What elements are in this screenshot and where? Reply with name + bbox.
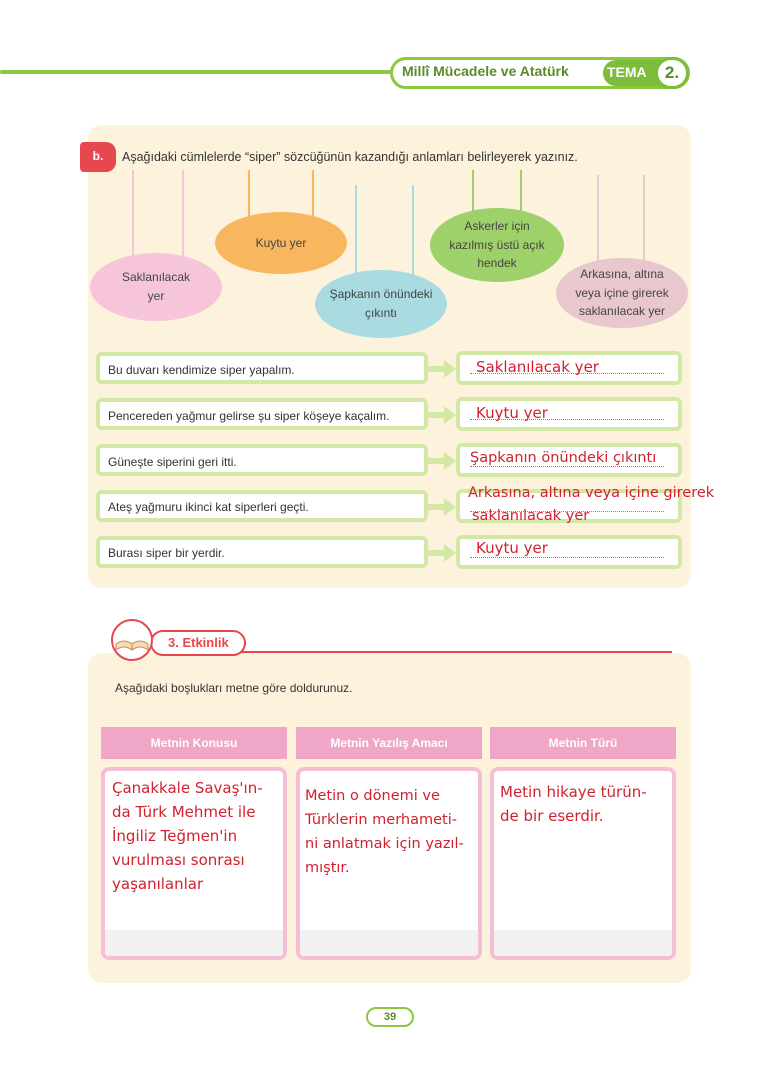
arrow-right-icon — [428, 360, 456, 378]
answer-text: Saklanılacak yer — [476, 358, 599, 376]
section-b-instruction: Aşağıdaki cümlelerde “siper” sözcüğünün kazandığı anlamları belirleyerek yazınız. — [122, 150, 578, 164]
answer-line — [470, 466, 664, 467]
header-rule — [0, 70, 420, 74]
sentence-text: Burası siper bir yerdir. — [108, 546, 225, 560]
sentence-text: Pencereden yağmur gelirse şu siper köşeye kaçalım. — [108, 409, 390, 423]
tema-label: TEMA — [607, 64, 647, 80]
arrow-right-icon — [428, 452, 456, 470]
answer-konu: Çanakkale Savaş'ın- da Türk Mehmet ile İngiliz Teğmen'in vurulması sonrası yaşanılanlar — [112, 779, 263, 893]
answer-text-line-1: Arkasına, altına veya içine girerek — [468, 485, 715, 501]
open-book-icon — [108, 618, 160, 662]
section-b-badge: b. — [80, 142, 116, 172]
card-base — [300, 930, 478, 956]
card-base — [494, 930, 672, 956]
cloud-string — [355, 185, 357, 285]
arrow-right-icon — [428, 498, 456, 516]
etkinlik-label: 3. Etkinlik — [168, 635, 229, 650]
answer-text-line-2: saklanılacak yer — [472, 508, 590, 524]
cloud-string — [412, 185, 414, 285]
column-header-konu: Metnin Konusu — [101, 727, 287, 759]
arrow-right-icon — [428, 406, 456, 424]
answer-text: Kuytu yer — [476, 404, 548, 422]
sentence-text: Güneşte siperini geri itti. — [108, 455, 237, 469]
answer-text: Şapkanın önündeki çıkıntı — [470, 450, 657, 466]
cloud-string — [132, 170, 134, 260]
cloud-string — [643, 175, 645, 265]
etkinlik-rule — [240, 651, 672, 653]
chapter-title: Millî Mücadele ve Atatürk — [402, 63, 569, 79]
sentence-text: Bu duvarı kendimize siper yapalım. — [108, 363, 295, 377]
answer-tur: Metin hikaye türün- de bir eserdir. — [500, 783, 647, 825]
cloud-meaning-1: Saklanılacak yer — [90, 253, 222, 321]
tema-number: 2. — [655, 57, 689, 89]
answer-amac: Metin o dönemi ve Türklerin merhameti- ni anlatmak için yazıl- mıştır. — [305, 788, 464, 876]
answer-line — [470, 557, 664, 558]
etkinlik-instruction: Aşağıdaki boşlukları metne göre doldurunuz. — [115, 681, 353, 695]
cloud-meaning-3: Şapkanın önündeki çıkıntı — [315, 270, 447, 338]
cloud-meaning-4: Askerler için kazılmış üstü açık hendek — [430, 208, 564, 282]
answer-text: Kuytu yer — [476, 539, 548, 557]
arrow-right-icon — [428, 544, 456, 562]
cloud-string — [182, 170, 184, 260]
cloud-string — [597, 175, 599, 265]
column-header-amac: Metnin Yazılış Amacı — [296, 727, 482, 759]
cloud-meaning-5: Arkasına, altına veya içine girerek saklanılacak yer — [556, 258, 688, 328]
page-number: 39 — [366, 1007, 414, 1027]
cloud-meaning-2: Kuytu yer — [215, 212, 347, 274]
sentence-text: Ateş yağmuru ikinci kat siperleri geçti. — [108, 500, 309, 514]
card-base — [105, 930, 283, 956]
column-header-tur: Metnin Türü — [490, 727, 676, 759]
